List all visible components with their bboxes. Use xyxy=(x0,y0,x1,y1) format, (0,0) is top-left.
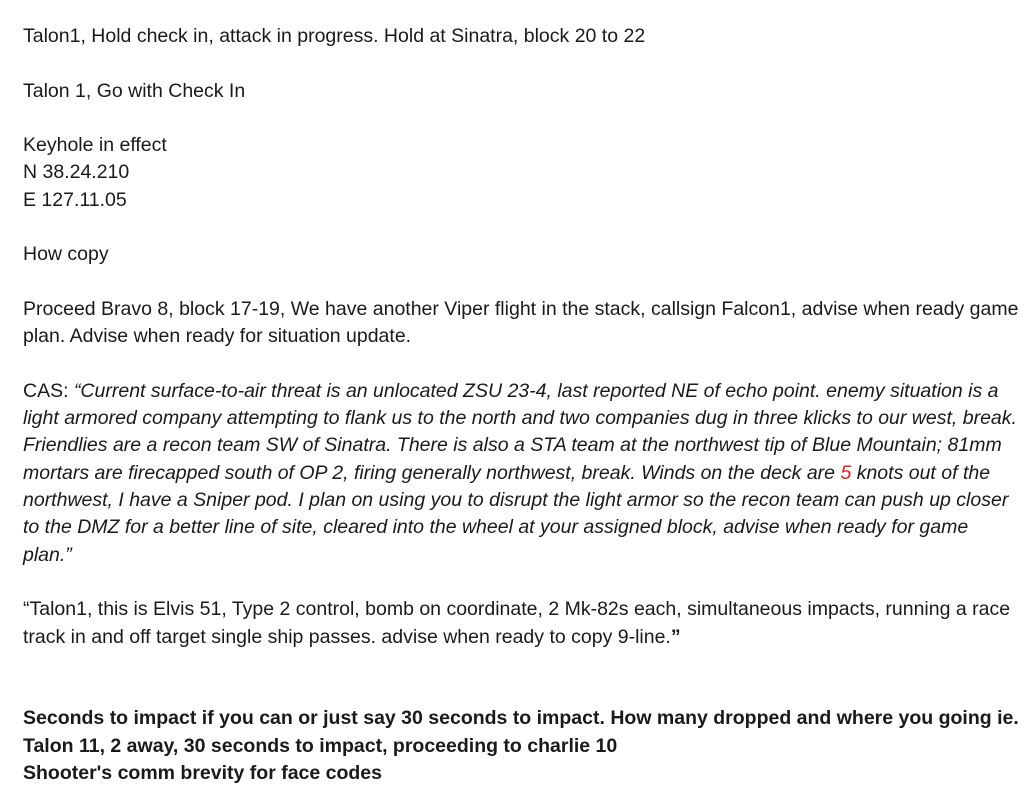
text-line: How copy xyxy=(23,243,109,266)
cas-text: knots out of the northwest, I have a Sniper pod. I plan on using you to disrupt the light armor so the recon team can push up closer to the DMZ for a better line of site, cleared into the wheel at your assigned block, advise when ready for game plan.” xyxy=(23,461,1009,566)
spacer xyxy=(23,50,1019,77)
spacer xyxy=(23,351,1019,378)
text-line: Keyhole in effect xyxy=(23,134,167,157)
spacer xyxy=(23,569,1019,596)
control-close-quote: ” xyxy=(670,625,681,648)
control-paragraph xyxy=(23,596,1019,651)
spacer xyxy=(23,651,1019,678)
spacer xyxy=(23,105,1019,132)
coordinate-north: N 38.24.210 xyxy=(23,161,130,184)
text-line: Talon1, Hold check in, attack in progress. Hold at Sinatra, block 20 to 22 xyxy=(23,25,646,47)
spacer xyxy=(23,678,1019,705)
document-body xyxy=(23,23,1019,785)
text-line: Talon 1, Go with Check In xyxy=(23,79,246,102)
control-text: “Talon1, this is Elvis 51, Type 2 control, bomb on coordinate, 2 Mk-82s each, simultaneous impacts, running a race track in and off target single ship passes. advise when ready to copy 9-line. xyxy=(23,598,1011,648)
spacer xyxy=(23,214,1019,241)
wind-value: 5 xyxy=(840,461,852,484)
coordinate-east: E 127.11.05 xyxy=(23,188,127,211)
cas-label: CAS: xyxy=(23,379,74,402)
cas-paragraph xyxy=(23,378,1019,569)
cas-text: “Current surface-to-air threat is an unlocated ZSU 23-4, last reported NE of echo point. enemy situation is a light armored company attempting to flank us to the north and two companies dug in three klicks to our west, break. Friendlies are a recon team SW of Sinatra. There is also a STA team at the northwest tip of Blue Mountain; 81mm mortars are firecapped south of OP 2, firing generally northwest, break. Winds on the deck are xyxy=(23,379,1017,484)
impact-paragraph: Seconds to impact if you can or just say 30 seconds to impact. How many dropped and where you going ie. Talon 11, 2 away, 30 seconds to impact, proceeding to charlie 10 xyxy=(23,707,1019,757)
spacer xyxy=(23,269,1019,296)
paragraph: Proceed Bravo 8, block 17-19, We have another Viper flight in the stack, callsign Falcon1, advise when ready game plan. Advise when ready for situation update. xyxy=(23,297,1019,348)
partial-line: Shooter's comm brevity for face codes xyxy=(23,762,382,785)
